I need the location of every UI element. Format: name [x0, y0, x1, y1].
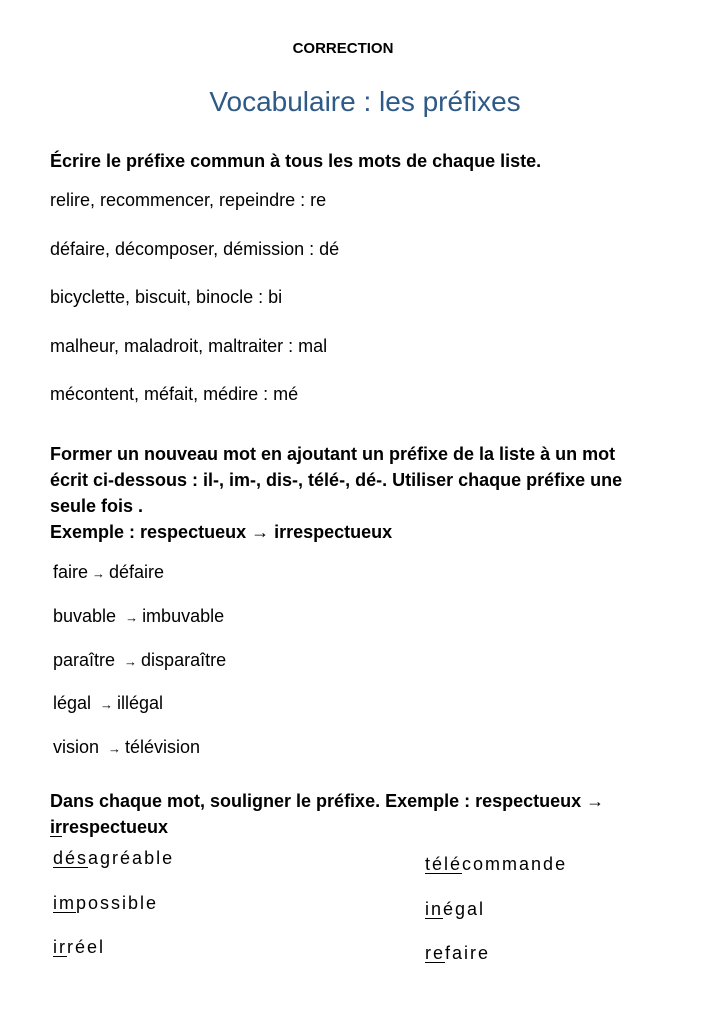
word-prefix: dés — [53, 848, 89, 868]
prefix-word — [53, 848, 174, 869]
exercise1-item: malheur, maladroit, maltraiter : mal — [50, 336, 328, 356]
pair-word: faire — [53, 562, 89, 582]
arrow-icon: → — [124, 654, 138, 669]
exercise3-instruction-line1: Dans chaque mot, souligner le préfixe. Exemple : respectueux → — [50, 791, 605, 811]
example-rest: respectueux — [62, 817, 169, 837]
exercise2-pair — [53, 650, 226, 671]
arrow-icon: → — [125, 610, 139, 625]
word-rest: commande — [462, 854, 568, 874]
prefix-word — [425, 899, 485, 920]
arrow-icon: → — [100, 697, 114, 712]
exercise2-pair — [53, 562, 164, 583]
pair-result: disparaître — [141, 650, 227, 670]
word-rest: faire — [445, 943, 491, 963]
page-title: Vocabulaire : les préfixes — [209, 86, 521, 117]
prefix-word — [53, 893, 158, 914]
word-rest: égal — [443, 899, 486, 919]
word-rest: agréable — [88, 848, 175, 868]
word-prefix: télé — [425, 854, 463, 874]
word-prefix: re — [425, 943, 446, 963]
word-rest: possible — [76, 893, 159, 913]
pair-word: buvable — [53, 606, 117, 626]
exercise2-pair — [53, 606, 224, 627]
word-prefix: ir — [53, 937, 67, 957]
exercise1-item: relire, recommencer, repeindre : re — [50, 190, 327, 210]
exercise2-pair — [53, 737, 200, 758]
pair-result: défaire — [109, 562, 165, 582]
pair-result: télévision — [125, 737, 201, 757]
exercise2-instruction-line1: Former un nouveau mot en ajoutant un préfixe de la liste à un mot — [50, 444, 616, 464]
pair-word: paraître — [53, 650, 116, 670]
example-prefix: ir — [50, 817, 63, 837]
arrow-icon: → — [92, 566, 106, 581]
exercise1-item: défaire, décomposer, démission : dé — [50, 239, 340, 259]
pair-word: vision — [53, 737, 100, 757]
pair-result: imbuvable — [142, 606, 225, 626]
prefix-word — [425, 854, 567, 875]
exercise2-instruction-line2: écrit ci-dessous : il-, im-, dis-, télé-, dé-. Utiliser chaque préfixe une — [50, 470, 623, 490]
exercise1-instruction: Écrire le préfixe commun à tous les mots de chaque liste. — [50, 151, 542, 171]
correction-label: CORRECTION — [292, 40, 394, 57]
prefix-word — [53, 937, 105, 958]
exercise2-example: Exemple : respectueux → irrespectueux — [50, 522, 393, 542]
prefix-word — [425, 943, 490, 964]
exercise2-instruction-line3: seule fois . — [50, 496, 144, 516]
word-prefix: im — [53, 893, 76, 913]
pair-word: légal — [53, 693, 92, 713]
word-rest: réel — [67, 937, 106, 957]
exercise3-example — [50, 814, 168, 840]
exercise1-item: mécontent, méfait, médire : mé — [50, 384, 299, 404]
pair-result: illégal — [117, 693, 164, 713]
arrow-icon: → — [108, 741, 122, 756]
exercise2-pair — [53, 693, 163, 714]
word-prefix: in — [425, 899, 444, 919]
exercise1-item: bicyclette, biscuit, binocle : bi — [50, 287, 283, 307]
